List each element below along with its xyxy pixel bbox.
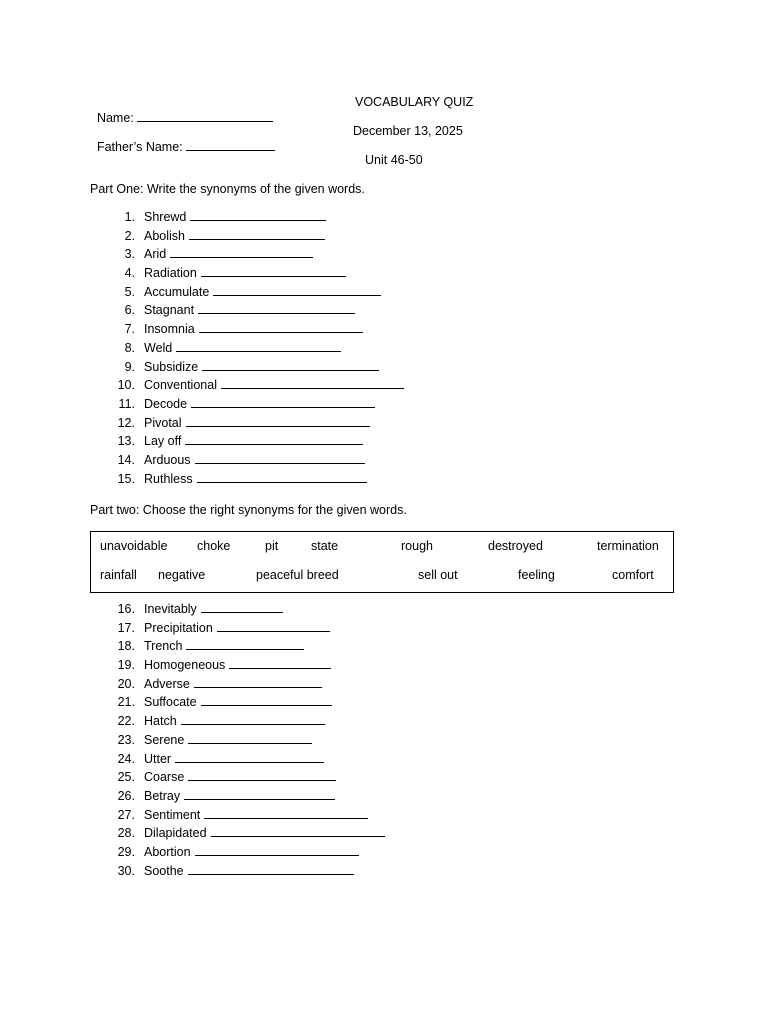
list-item — [108, 675, 385, 694]
answer-blank[interactable] — [185, 433, 363, 445]
item-word: Betray — [144, 788, 181, 803]
item-word: Soothe — [144, 863, 184, 878]
item-number: 1. — [124, 210, 135, 224]
word-bank-item: rainfall — [100, 568, 137, 582]
word-bank-item: rough — [401, 539, 433, 553]
part-two-instruction: Part two: Choose the right synonyms for the given words. — [90, 503, 407, 517]
answer-blank[interactable] — [204, 807, 368, 819]
fathers-name-field-row — [90, 123, 275, 155]
item-number: 6. — [124, 303, 135, 318]
answer-blank[interactable] — [194, 676, 322, 688]
list-item — [108, 768, 385, 787]
item-number: 30. — [117, 863, 135, 878]
word-bank-item: unavoidable — [100, 539, 168, 553]
list-item — [108, 693, 385, 712]
answer-blank[interactable] — [189, 228, 325, 240]
item-word: Arid — [144, 247, 167, 262]
answer-blank[interactable] — [229, 657, 331, 669]
answer-blank[interactable] — [201, 694, 332, 706]
item-word: Decode — [144, 396, 188, 411]
word-bank-item: sell out — [418, 568, 458, 582]
word-bank-item: state — [311, 539, 339, 553]
item-number: 3. — [124, 247, 135, 262]
quiz-date: December 13, 2025 — [353, 124, 463, 138]
item-word: Conventional — [144, 378, 217, 393]
list-item — [108, 656, 385, 675]
item-word: Accumulate — [144, 284, 210, 299]
word-bank-item: peaceful breed — [256, 568, 339, 582]
item-number: 27. — [117, 807, 135, 822]
item-word: Subsidize — [144, 359, 199, 374]
list-item — [108, 264, 404, 283]
list-item — [108, 245, 404, 264]
list-item — [108, 227, 404, 246]
item-number: 26. — [117, 788, 135, 803]
word-bank-item: pit — [265, 539, 279, 553]
item-word: Dilapidated — [144, 826, 207, 841]
list-item — [108, 731, 385, 750]
answer-blank[interactable] — [190, 209, 326, 221]
list-item — [108, 451, 404, 470]
answer-blank[interactable] — [175, 751, 324, 763]
item-number: 17. — [117, 620, 135, 635]
answer-blank[interactable] — [170, 246, 313, 258]
item-word: Coarse — [144, 770, 185, 785]
item-word: Pivotal — [144, 415, 182, 430]
item-word: Lay off — [144, 434, 182, 449]
answer-blank[interactable] — [197, 471, 367, 483]
word-bank-item: destroyed — [488, 539, 543, 553]
list-item — [108, 395, 404, 414]
item-number: 11. — [118, 396, 135, 411]
item-number: 4. — [124, 266, 135, 281]
list-item — [108, 208, 404, 227]
answer-blank[interactable] — [188, 863, 354, 875]
list-item — [108, 824, 385, 843]
item-number: 23. — [117, 732, 135, 747]
item-number: 14. — [117, 452, 135, 467]
item-number: 24. — [117, 751, 135, 766]
item-word: Weld — [144, 340, 173, 355]
answer-blank[interactable] — [199, 321, 363, 333]
item-word: Trench — [144, 639, 183, 654]
answer-blank[interactable] — [188, 769, 336, 781]
answer-blank[interactable] — [195, 452, 365, 464]
name-field-row — [90, 94, 273, 126]
answer-blank[interactable] — [201, 601, 283, 613]
list-item — [108, 712, 385, 731]
item-number: 7. — [124, 322, 135, 337]
item-number: 28. — [117, 826, 135, 841]
item-number: 9. — [124, 359, 135, 374]
list-item — [108, 283, 404, 302]
list-item — [108, 787, 385, 806]
list-item — [108, 414, 404, 433]
fathers-name-blank[interactable] — [186, 139, 275, 151]
list-item — [108, 339, 404, 358]
item-word: Adverse — [144, 676, 190, 691]
unit-label: Unit 46-50 — [365, 153, 423, 167]
list-item — [108, 619, 385, 638]
list-item — [108, 470, 404, 489]
word-bank-item: termination — [597, 539, 659, 553]
item-number: 29. — [117, 844, 135, 859]
item-number: 8. — [124, 340, 135, 355]
answer-blank[interactable] — [176, 340, 341, 352]
part-two-list — [108, 600, 385, 880]
answer-blank[interactable] — [188, 732, 312, 744]
answer-blank[interactable] — [198, 302, 355, 314]
list-item — [108, 637, 385, 656]
list-item — [108, 376, 404, 395]
item-word: Serene — [144, 732, 185, 747]
list-item — [108, 320, 404, 339]
item-number: 20. — [117, 676, 135, 691]
list-item — [108, 358, 404, 377]
item-word: Homogeneous — [144, 658, 226, 673]
item-word: Sentiment — [144, 807, 201, 822]
item-word: Abortion — [144, 844, 191, 859]
name-blank[interactable] — [137, 110, 273, 122]
item-number: 15. — [117, 471, 135, 486]
word-bank — [90, 531, 674, 593]
answer-blank[interactable] — [184, 788, 335, 800]
item-number: 12. — [117, 415, 135, 430]
item-word: Shrewd — [144, 210, 187, 224]
list-item — [108, 750, 385, 769]
answer-blank[interactable] — [221, 377, 404, 389]
answer-blank[interactable] — [201, 265, 346, 277]
answer-blank[interactable] — [217, 620, 330, 632]
name-label: Name: — [96, 111, 134, 125]
item-number: 22. — [117, 714, 135, 729]
list-item — [108, 806, 385, 825]
answer-blank[interactable] — [181, 713, 325, 725]
item-word: Precipitation — [144, 620, 213, 635]
item-word: Ruthless — [144, 471, 193, 486]
item-word: Hatch — [144, 714, 177, 729]
answer-blank[interactable] — [186, 638, 304, 650]
item-word: Stagnant — [144, 303, 195, 318]
item-number: 19. — [117, 658, 135, 673]
list-item — [108, 843, 385, 862]
item-word: Suffocate — [144, 695, 197, 710]
item-number: 10. — [117, 378, 135, 393]
item-word: Inevitably — [144, 602, 197, 616]
word-bank-item: comfort — [612, 568, 654, 582]
answer-blank[interactable] — [195, 844, 359, 856]
item-word: Arduous — [144, 452, 191, 467]
item-word: Utter — [144, 751, 172, 766]
answer-blank[interactable] — [213, 284, 381, 296]
fathers-name-label: Father’s Name: — [96, 140, 183, 154]
item-number: 16. — [117, 602, 135, 616]
item-number: 13. — [117, 434, 135, 449]
word-bank-item: negative — [158, 568, 206, 582]
answer-blank[interactable] — [211, 825, 385, 837]
part-one-list — [108, 208, 404, 488]
item-number: 18. — [117, 639, 135, 654]
word-bank-item: feeling — [518, 568, 555, 582]
answer-blank[interactable] — [186, 415, 370, 427]
item-number: 25. — [117, 770, 135, 785]
word-bank-item: choke — [197, 539, 231, 553]
list-item — [108, 432, 404, 451]
answer-blank[interactable] — [202, 359, 379, 371]
item-number: 5. — [124, 284, 135, 299]
list-item — [108, 600, 385, 619]
item-word: Radiation — [144, 266, 197, 281]
item-word: Abolish — [144, 228, 185, 243]
item-number: 21. — [117, 695, 135, 710]
part-one-instruction: Part One: Write the synonyms of the given words. — [90, 182, 365, 196]
item-word: Insomnia — [144, 322, 195, 337]
list-item — [108, 301, 404, 320]
list-item — [108, 862, 385, 881]
quiz-title: VOCABULARY QUIZ — [355, 95, 474, 109]
item-number: 2. — [124, 228, 135, 243]
answer-blank[interactable] — [191, 396, 375, 408]
